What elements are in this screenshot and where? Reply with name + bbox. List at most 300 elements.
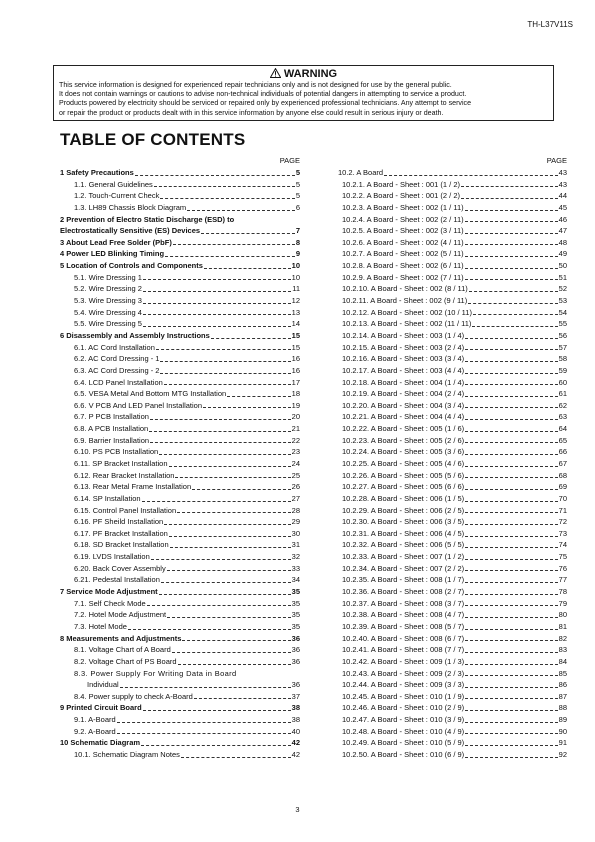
- dot-leader: [465, 233, 558, 234]
- toc-entry[interactable]: [60, 365, 300, 377]
- toc-entry-page: 15: [291, 342, 300, 352]
- toc-entry-page: 92: [558, 750, 567, 760]
- toc-entry[interactable]: [336, 586, 567, 598]
- toc-entry[interactable]: [336, 714, 567, 726]
- toc-entry-page: 80: [558, 610, 567, 620]
- toc-entry[interactable]: [336, 272, 567, 284]
- dot-leader: [465, 512, 557, 513]
- toc-entry-page: 31: [291, 540, 300, 550]
- toc-entry-page: 62: [558, 400, 567, 410]
- toc-entry[interactable]: [60, 621, 300, 633]
- dot-leader: [465, 582, 557, 583]
- dot-leader: [181, 757, 291, 758]
- dot-leader: [159, 454, 290, 455]
- toc-entry-page: 10: [291, 272, 300, 282]
- toc-entry[interactable]: [336, 388, 567, 400]
- toc-entry-label: 10.2.29. A Board - Sheet : 006 (2 / 5): [342, 505, 465, 515]
- dot-leader: [465, 454, 557, 455]
- toc-entry-page: 67: [558, 459, 567, 468]
- dot-leader: [169, 466, 291, 467]
- toc-entry-page: 81: [558, 621, 567, 631]
- toc-entry-label: 10.2. A Board: [338, 167, 384, 177]
- toc-entry-label: 9.1. A-Board: [74, 715, 116, 725]
- toc-entry[interactable]: [336, 295, 567, 307]
- dot-leader: [465, 268, 558, 269]
- dot-leader: [465, 605, 557, 606]
- page-column-header: PAGE: [279, 156, 300, 165]
- toc-entry-label: 10.2.35. A Board - Sheet : 008 (1 / 7): [342, 575, 465, 585]
- dot-leader: [203, 407, 291, 408]
- toc-entry-label: 10.2.26. A Board - Sheet : 005 (5 / 6): [342, 470, 465, 480]
- dot-leader: [161, 582, 291, 583]
- dot-leader: [143, 710, 291, 711]
- toc-entry-page: 82: [558, 633, 567, 643]
- toc-entry-page: 7: [295, 226, 300, 236]
- toc-entry-page: 59: [558, 365, 567, 375]
- dot-leader: [465, 256, 558, 257]
- dot-leader: [465, 279, 558, 280]
- warning-line: It does not contain warnings or cautions to advise non-technical individuals of potential dangers in attempting to service a product.: [59, 90, 467, 99]
- toc-entry[interactable]: [60, 528, 300, 540]
- toc-entry[interactable]: [336, 633, 567, 645]
- toc-entry-label: 6.16. PF Sheild Installation: [74, 517, 164, 527]
- toc-entry-page: 76: [558, 563, 567, 573]
- toc-entry-label: 10.2.10. A Board - Sheet : 002 (8 / 11): [342, 284, 468, 294]
- toc-entry[interactable]: [60, 237, 300, 249]
- toc-entry-label: 10.2.38. A Board - Sheet : 008 (4 / 7): [342, 610, 465, 620]
- toc-entry-page: 90: [558, 726, 567, 736]
- toc-entry-page: 75: [558, 552, 567, 562]
- toc-entry[interactable]: [60, 481, 300, 493]
- toc-entry[interactable]: [60, 458, 300, 470]
- toc-entry[interactable]: [336, 691, 567, 703]
- toc-entry[interactable]: [60, 423, 300, 435]
- dot-leader: [465, 710, 557, 711]
- toc-entry-page: 18: [291, 389, 300, 399]
- toc-entry[interactable]: [336, 435, 567, 447]
- dot-leader: [465, 373, 557, 374]
- toc-entry-label: 6.13. Rear Metal Frame Installation: [74, 482, 192, 492]
- toc-entry-label: 10.2.47. A Board - Sheet : 010 (3 / 9): [342, 715, 465, 725]
- toc-entry-page: 42: [291, 750, 300, 760]
- dot-leader: [211, 338, 291, 339]
- toc-entry[interactable]: [336, 563, 567, 575]
- toc-entry[interactable]: [336, 307, 567, 319]
- dot-leader: [147, 605, 291, 606]
- toc-entry[interactable]: [336, 726, 567, 738]
- dot-leader: [120, 687, 291, 688]
- toc-entry[interactable]: [336, 656, 567, 668]
- toc-entry[interactable]: [60, 342, 300, 354]
- toc-entry[interactable]: [336, 411, 567, 423]
- toc-entry-page: 70: [558, 493, 567, 503]
- dot-leader: [465, 396, 557, 397]
- toc-entry-page: 57: [558, 342, 567, 352]
- toc-entry[interactable]: [336, 190, 567, 202]
- toc-entry[interactable]: [336, 330, 567, 342]
- toc-entry-page: 86: [558, 680, 567, 690]
- toc-entry-label: 10.2.28. A Board - Sheet : 006 (1 / 5): [342, 493, 465, 503]
- dot-leader: [149, 431, 290, 432]
- dot-leader: [465, 419, 557, 420]
- toc-entry[interactable]: [336, 225, 567, 237]
- toc-entry[interactable]: [336, 202, 567, 214]
- toc-entry-label: 10.2.23. A Board - Sheet : 005 (2 / 6): [342, 435, 465, 445]
- toc-entry[interactable]: [60, 633, 300, 645]
- toc-entry[interactable]: [336, 481, 567, 493]
- dot-leader: [465, 477, 557, 478]
- warning-line: Products powered by electricity should be serviced or repaired only by experienced professional technicians. Any attempt to service: [59, 99, 472, 108]
- toc-entry[interactable]: [336, 493, 567, 505]
- toc-entry[interactable]: [60, 516, 300, 528]
- dot-leader: [141, 745, 291, 746]
- warning-heading: [59, 68, 548, 81]
- toc-entry[interactable]: [60, 179, 300, 191]
- toc-entry-label: 10.2.24. A Board - Sheet : 005 (3 / 6): [342, 447, 465, 457]
- toc-entry-label: 5.5. Wire Dressing 5: [74, 319, 142, 329]
- toc-entry[interactable]: [336, 248, 567, 260]
- toc-entry-page: 43: [558, 167, 567, 177]
- toc-entry-label: 10.2.42. A Board - Sheet : 009 (1 / 3): [342, 656, 465, 666]
- toc-entry[interactable]: [336, 423, 567, 435]
- toc-entry-page: 35: [291, 587, 300, 597]
- dot-leader: [465, 640, 557, 641]
- toc-entry[interactable]: [336, 609, 567, 621]
- dot-leader: [201, 233, 295, 234]
- toc-entry[interactable]: [336, 167, 567, 179]
- toc-entry-label: 6.14. SP Installation: [74, 493, 141, 503]
- toc-entry-label: Individual: [87, 680, 119, 690]
- toc-entry-page: 45: [558, 202, 567, 212]
- toc-entry-page: 13: [291, 307, 300, 317]
- toc-entry-page: 60: [558, 377, 567, 387]
- toc-entry-page: 40: [291, 726, 300, 736]
- toc-entry-page: 72: [558, 517, 567, 527]
- toc-entry[interactable]: [336, 365, 567, 377]
- toc-entry[interactable]: [336, 470, 567, 482]
- toc-entry-page: 52: [558, 284, 567, 294]
- dot-leader: [227, 396, 290, 397]
- toc-entry[interactable]: [336, 644, 567, 656]
- dot-leader: [160, 198, 295, 199]
- toc-entry-page: 30: [291, 528, 300, 538]
- dot-leader: [465, 617, 557, 618]
- dot-leader: [194, 698, 291, 699]
- dot-leader: [143, 291, 291, 292]
- dot-leader: [150, 419, 291, 420]
- toc-entry[interactable]: [336, 214, 567, 226]
- dot-leader: [465, 675, 557, 676]
- toc-entry-label: 10.2.33. A Board - Sheet : 007 (1 / 2): [342, 552, 465, 562]
- dot-leader: [465, 210, 558, 211]
- dot-leader: [151, 559, 291, 560]
- toc-entry[interactable]: [336, 260, 567, 272]
- toc-entry-page: 10: [291, 261, 300, 271]
- toc-entry-label: Electrostatically Sensitive (ES) Devices: [60, 226, 201, 236]
- toc-entry[interactable]: [336, 342, 567, 354]
- toc-entry-label: 10.2.8. A Board - Sheet : 002 (6 / 11): [342, 261, 464, 271]
- toc-entry-label: 10.2.14. A Board - Sheet : 003 (1 / 4): [342, 330, 465, 340]
- toc-entry[interactable]: [336, 283, 567, 295]
- toc-entry[interactable]: [336, 458, 567, 470]
- toc-entry[interactable]: [60, 330, 300, 342]
- toc-entry-page: 47: [558, 226, 567, 236]
- toc-entry[interactable]: [336, 505, 567, 517]
- toc-entry[interactable]: [60, 470, 300, 482]
- toc-entry-label: 10.2.22. A Board - Sheet : 005 (1 / 6): [342, 424, 465, 434]
- toc-entry-label: 9.2. A-Board: [74, 726, 116, 736]
- toc-entry-label: 10.2.34. A Board - Sheet : 007 (2 / 2): [342, 563, 465, 573]
- toc-entry-label: 6.5. VESA Metal And Bottom MTG Installation: [74, 389, 227, 399]
- toc-entry-label: 10.2.32. A Board - Sheet : 006 (5 / 5): [342, 540, 465, 550]
- toc-entry[interactable]: [60, 377, 300, 389]
- toc-entry[interactable]: [336, 400, 567, 412]
- toc-entry[interactable]: [60, 283, 300, 295]
- toc-entry-page: 91: [558, 738, 567, 748]
- toc-entry-label: 6.2. AC Cord Dressing - 1: [74, 354, 160, 364]
- toc-entry-label: 8.2. Voltage Chart of PS Board: [74, 656, 177, 666]
- toc-entry-label: 8.1. Voltage Chart of A Board: [74, 645, 171, 655]
- toc-entry[interactable]: [60, 167, 300, 179]
- toc-entry-label: 6.19. LVDS Installation: [74, 552, 150, 562]
- toc-entry[interactable]: [60, 737, 300, 749]
- toc-entry[interactable]: [336, 528, 567, 540]
- toc-entry[interactable]: [60, 295, 300, 307]
- toc-entry[interactable]: [336, 574, 567, 586]
- dot-leader: [465, 757, 557, 758]
- toc-entry-label: 6.18. SD Bracket Installation: [74, 540, 169, 550]
- toc-entry-label: 8 Measurements and Adjustments: [60, 633, 182, 643]
- toc-entry[interactable]: [60, 586, 300, 598]
- toc-entry[interactable]: [336, 179, 567, 191]
- toc-entry-label: 5.2. Wire Dressing 2: [74, 284, 142, 294]
- toc-entry[interactable]: [336, 737, 567, 749]
- toc-entry-label: 10.2.48. A Board - Sheet : 010 (4 / 9): [342, 726, 465, 736]
- dot-leader: [167, 570, 291, 571]
- toc-entry[interactable]: [60, 411, 300, 423]
- dot-leader: [461, 186, 558, 187]
- toc-entry[interactable]: [60, 260, 300, 272]
- toc-entry-page: 35: [291, 621, 300, 631]
- toc-entry-page: 44: [558, 191, 567, 201]
- toc-entry-label: 1.1. General Guidelines: [74, 179, 153, 189]
- toc-entry[interactable]: [60, 248, 300, 260]
- dot-leader: [143, 314, 291, 315]
- toc-entry-page: 84: [558, 656, 567, 666]
- toc-entry-label: 10.2.49. A Board - Sheet : 010 (5 / 9): [342, 738, 465, 748]
- toc-entry-page: 49: [558, 249, 567, 259]
- toc-entry-page: 48: [558, 237, 567, 247]
- dot-leader: [143, 303, 291, 304]
- toc-entry-page: 42: [291, 738, 300, 748]
- toc-entry-page: 50: [558, 261, 567, 271]
- toc-entry-page: 15: [291, 330, 300, 340]
- dot-leader: [465, 501, 557, 502]
- toc-entry-label: 10.2.31. A Board - Sheet : 006 (4 / 5): [342, 528, 465, 538]
- toc-entry-label: 10.2.13. A Board - Sheet : 002 (11 / 11): [342, 319, 472, 329]
- toc-entry[interactable]: [60, 225, 300, 237]
- toc-entry[interactable]: [60, 353, 300, 365]
- toc-entry[interactable]: [336, 668, 567, 680]
- dot-leader: [472, 326, 557, 327]
- dot-leader: [164, 524, 290, 525]
- dot-leader: [465, 687, 557, 688]
- dot-leader: [465, 407, 557, 408]
- toc-entry-label: 6.7. P PCB Installation: [74, 412, 149, 422]
- dot-leader: [465, 652, 557, 653]
- toc-entry[interactable]: [60, 668, 300, 680]
- dot-leader: [384, 175, 558, 176]
- toc-entry[interactable]: [60, 563, 300, 575]
- toc-left-column: [60, 155, 300, 761]
- dot-leader: [465, 664, 557, 665]
- toc-entry-page: 65: [558, 435, 567, 445]
- toc-entry[interactable]: [336, 679, 567, 691]
- toc-entry-page: 79: [558, 598, 567, 608]
- toc-entry[interactable]: [60, 702, 300, 714]
- toc-entry[interactable]: [60, 307, 300, 319]
- toc-entry[interactable]: [60, 598, 300, 610]
- toc-entry-page: 21: [291, 424, 300, 434]
- toc-entry[interactable]: [336, 353, 567, 365]
- toc-entry-page: 14: [291, 319, 300, 329]
- toc-entry[interactable]: [60, 679, 300, 691]
- toc-entry[interactable]: [336, 598, 567, 610]
- toc-entry-page: 35: [291, 610, 300, 620]
- dot-leader: [143, 326, 291, 327]
- toc-entry[interactable]: [60, 749, 300, 761]
- toc-entry[interactable]: [60, 388, 300, 400]
- toc-entry-page: 23: [291, 447, 300, 457]
- toc-entry-page: 36: [291, 633, 300, 643]
- dot-leader: [160, 361, 290, 362]
- toc-entry[interactable]: [60, 493, 300, 505]
- toc-entry-label: 10.2.1. A Board - Sheet : 001 (1 / 2): [342, 179, 460, 189]
- toc-entry[interactable]: [60, 214, 300, 226]
- toc-entry-label: 10.2.18. A Board - Sheet : 004 (1 / 4): [342, 377, 465, 387]
- toc-entry-page: 56: [558, 330, 567, 340]
- toc-entry[interactable]: [336, 377, 567, 389]
- dot-leader: [135, 175, 295, 176]
- dot-leader: [465, 722, 557, 723]
- toc-entry[interactable]: [60, 435, 300, 447]
- toc-entry-page: 83: [558, 645, 567, 655]
- dot-leader: [204, 268, 291, 269]
- dot-leader: [154, 186, 295, 187]
- dot-leader: [164, 384, 291, 385]
- toc-entry[interactable]: [60, 400, 300, 412]
- toc-entry[interactable]: [60, 446, 300, 458]
- toc-entry-label: 10.2.9. A Board - Sheet : 002 (7 / 11): [342, 272, 464, 282]
- toc-entry-label: 10.2.27. A Board - Sheet : 005 (6 / 6): [342, 482, 465, 492]
- toc-entry-label: 8.3. Power Supply For Writing Data in Board: [74, 668, 237, 678]
- toc-entry[interactable]: [336, 237, 567, 249]
- dot-leader: [178, 664, 291, 665]
- toc-right-column: [336, 155, 567, 761]
- toc-entry[interactable]: [336, 749, 567, 761]
- toc-entry-label: 10.2.12. A Board - Sheet : 002 (10 / 11): [342, 307, 472, 317]
- toc-entry-label: 10.2.36. A Board - Sheet : 008 (2 / 7): [342, 587, 465, 597]
- toc-entry[interactable]: [336, 516, 567, 528]
- toc-entry[interactable]: [60, 551, 300, 563]
- toc-entry-page: 66: [558, 447, 567, 457]
- toc-entry[interactable]: [60, 505, 300, 517]
- toc-entry[interactable]: [336, 551, 567, 563]
- toc-entry-label: 6.21. Pedestal Installation: [74, 575, 160, 585]
- dot-leader: [465, 547, 557, 548]
- toc-entry-page: 34: [291, 575, 300, 585]
- toc-entry[interactable]: [60, 656, 300, 668]
- toc-entry-label: 7 Service Mode Adjustment: [60, 587, 158, 597]
- toc-entry[interactable]: [60, 272, 300, 284]
- toc-entry-page: 69: [558, 482, 567, 492]
- toc-entry-page: 43: [558, 179, 567, 189]
- dot-leader: [192, 489, 291, 490]
- dot-leader: [465, 431, 557, 432]
- toc-entry-label: 6.9. Barrier Installation: [74, 435, 150, 445]
- dot-leader: [465, 442, 557, 443]
- toc-entry-label: 5.4. Wire Dressing 4: [74, 307, 142, 317]
- dot-leader: [169, 536, 291, 537]
- toc-entry[interactable]: [336, 702, 567, 714]
- toc-entry-page: 35: [291, 598, 300, 608]
- toc-entry[interactable]: [60, 714, 300, 726]
- toc-entry-label: 6.4. LCD Panel Installation: [74, 377, 163, 387]
- toc-entry-page: 53: [558, 296, 567, 306]
- toc-entry[interactable]: [60, 609, 300, 621]
- toc-entry-label: 6.17. PF Bracket Installation: [74, 528, 168, 538]
- dot-leader: [143, 279, 291, 280]
- toc-entry-label: 1 Safety Precautions: [60, 167, 134, 177]
- toc-entry-page: 5: [295, 167, 300, 177]
- toc-entry-page: 87: [558, 691, 567, 701]
- toc-entry-page: 12: [291, 296, 300, 306]
- toc-entry-page: 22: [291, 435, 300, 445]
- toc-entry-label: 6.8. A PCB Installation: [74, 424, 149, 434]
- toc-entry[interactable]: [60, 318, 300, 330]
- toc-entry[interactable]: [60, 574, 300, 586]
- toc-entry-label: 10.2.7. A Board - Sheet : 002 (5 / 11): [342, 249, 464, 259]
- toc-entry-label: 10.1. Schematic Diagram Notes: [74, 750, 180, 760]
- toc-entry[interactable]: [60, 190, 300, 202]
- toc-entry-page: 46: [558, 214, 567, 224]
- toc-entry[interactable]: [60, 691, 300, 703]
- dot-leader: [465, 733, 557, 734]
- toc-entry[interactable]: [60, 644, 300, 656]
- toc-entry-page: 5: [295, 179, 300, 189]
- toc-entry[interactable]: [60, 726, 300, 738]
- toc-entry[interactable]: [60, 202, 300, 214]
- dot-leader: [465, 466, 557, 467]
- dot-leader: [165, 256, 295, 257]
- toc-entry-page: 71: [558, 505, 567, 515]
- toc-entry-page: 68: [558, 470, 567, 480]
- dot-leader: [117, 722, 291, 723]
- toc-entry-label: 6 Disassembly and Assembly Instructions: [60, 330, 210, 340]
- toc-entry[interactable]: [336, 621, 567, 633]
- warning-box: [53, 65, 554, 121]
- toc-entry[interactable]: [336, 318, 567, 330]
- toc-entry[interactable]: [336, 540, 567, 552]
- dot-leader: [465, 221, 558, 222]
- toc-entry[interactable]: [60, 540, 300, 552]
- toc-entry-label: 10.2.17. A Board - Sheet : 003 (4 / 4): [342, 365, 465, 375]
- toc-entry[interactable]: [336, 446, 567, 458]
- toc-entry-page: 26: [291, 482, 300, 492]
- toc-entry-label: 10.2.45. A Board - Sheet : 010 (1 / 9): [342, 691, 465, 701]
- toc-entry-page: 16: [291, 365, 300, 375]
- toc-entry-page: 27: [291, 493, 300, 503]
